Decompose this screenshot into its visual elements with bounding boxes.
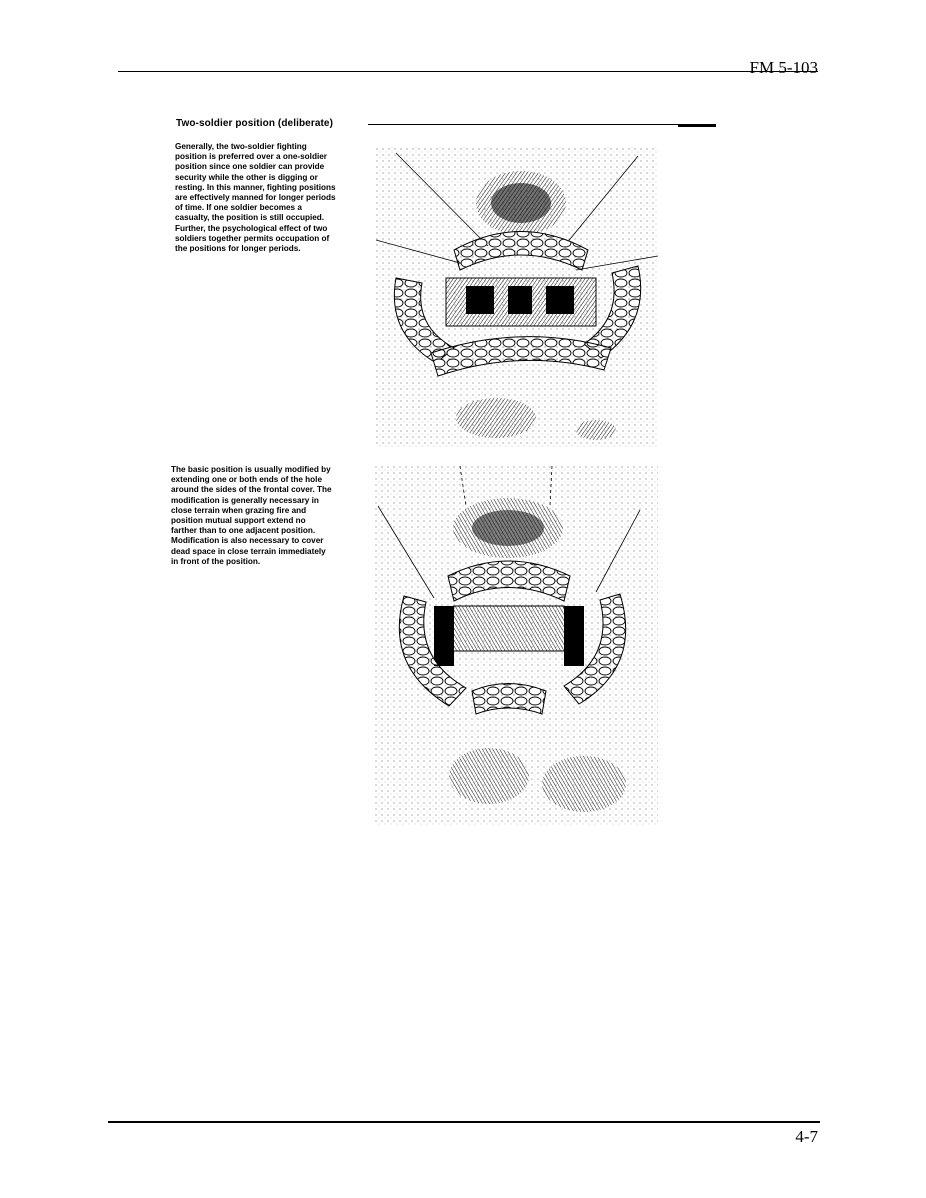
footer-rule xyxy=(108,1121,820,1123)
paragraph-modified-position: The basic position is usually modified by extending one or both ends of the hole around the sides of the frontal cover. The modification is generally necessary in close terrain when grazing fire and position mutual support extend no farther than to one adjacent position. Modification is also necessary to cover dead space in close terrain immediately in front of the position. xyxy=(171,465,332,566)
header-rule xyxy=(118,71,818,72)
paragraph-two-soldier-position: Generally, the two-soldier fighting position is preferred over a one-soldier position since one soldier can provide security while the other is digging or resting. In this manner, fighting positions are effectively manned for longer periods of time. If one soldier becomes a casualty, the position is still occupied. Further, the psychological effect of two soldiers together permits occupation of the positions for longer periods. xyxy=(175,142,336,254)
title-rule xyxy=(368,124,716,125)
modified-position-illustration xyxy=(374,466,658,826)
page-number: 4-7 xyxy=(795,1127,818,1146)
section-title: Two-soldier position (deliberate) xyxy=(176,118,334,129)
two-soldier-position-illustration xyxy=(376,148,658,448)
document-id: FM 5-103 xyxy=(749,58,818,77)
title-rule-end xyxy=(678,124,716,127)
